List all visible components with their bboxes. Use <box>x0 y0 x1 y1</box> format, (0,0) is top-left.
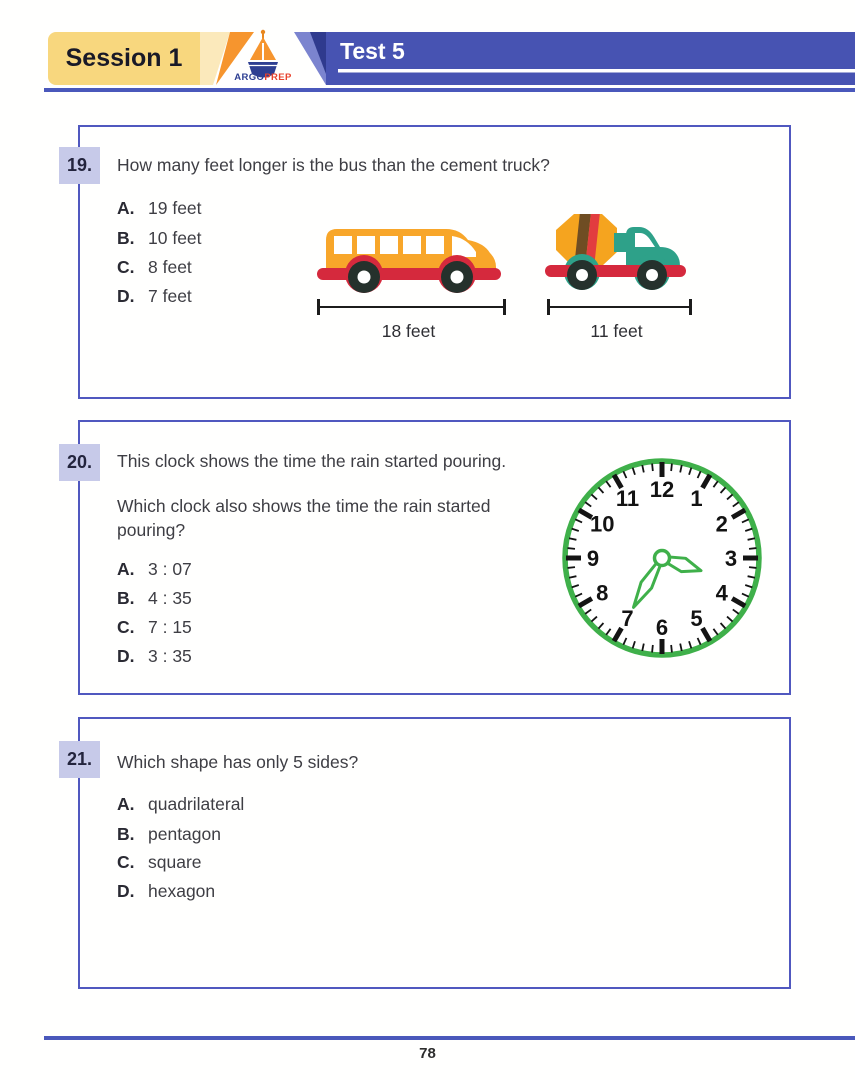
option-text: 4 : 35 <box>148 588 192 608</box>
option-text: 8 feet <box>148 257 192 277</box>
option-letter: C. <box>117 257 135 277</box>
svg-text:5: 5 <box>690 605 703 631</box>
option-letter: A. <box>117 559 135 579</box>
option-text: pentagon <box>148 824 221 844</box>
option-text: square <box>148 852 202 872</box>
question-21-option-b <box>117 824 221 844</box>
bus-window <box>403 236 421 254</box>
bus-measure-line <box>317 299 506 315</box>
option-letter: D. <box>117 646 135 666</box>
truck-wheel-hub <box>646 269 658 281</box>
option-letter: A. <box>117 794 135 814</box>
bus-window <box>357 236 375 254</box>
school-bus-icon <box>316 219 502 295</box>
svg-text:10: 10 <box>589 511 615 537</box>
bus-length-label: 18 feet <box>381 321 436 341</box>
svg-text:6: 6 <box>655 615 669 640</box>
option-text: 10 feet <box>148 228 202 248</box>
svg-text:2: 2 <box>715 511 728 537</box>
question-19-option-b <box>117 228 202 248</box>
bus-wheel-hub <box>358 271 371 284</box>
svg-text:7: 7 <box>621 605 634 631</box>
option-letter: D. <box>117 881 135 901</box>
truck-measure-line <box>547 299 692 315</box>
session-title: Session 1 <box>65 44 183 72</box>
svg-text:8: 8 <box>596 580 609 606</box>
bus-window <box>380 236 398 254</box>
option-letter: B. <box>117 824 135 844</box>
question-21-number: 21. <box>59 741 100 778</box>
option-text: 3 : 07 <box>148 559 192 579</box>
svg-text:1: 1 <box>690 486 703 512</box>
svg-text:3: 3 <box>724 546 738 571</box>
svg-text:9: 9 <box>586 546 600 571</box>
question-20-prompt-2: Which clock also shows the time the rain started pouring? <box>117 496 491 540</box>
svg-text:11: 11 <box>615 486 640 512</box>
mixer-chute <box>614 233 627 252</box>
logo-argo-text: ARGO <box>234 72 265 83</box>
cement-truck-icon <box>544 206 689 292</box>
test-banner-shape <box>326 32 855 85</box>
page-number: 78 <box>419 1045 436 1062</box>
test-banner-underline <box>338 69 855 73</box>
question-21-option-d <box>117 881 215 901</box>
question-20-option-d <box>117 646 192 666</box>
option-letter: B. <box>117 588 135 608</box>
question-20-option-a <box>117 559 192 579</box>
question-19-option-c <box>117 257 192 277</box>
test-title: Test 5 <box>340 38 405 64</box>
question-19-number: 19. <box>59 147 100 184</box>
bus-window <box>426 236 444 254</box>
option-text: 3 : 35 <box>148 646 192 666</box>
argoprep-logo-text <box>228 72 298 83</box>
footer-separator-line <box>44 1036 855 1040</box>
option-text: 19 feet <box>148 198 202 218</box>
svg-text:4: 4 <box>715 580 728 606</box>
bus-chassis <box>317 268 501 280</box>
question-21-option-c <box>117 852 202 872</box>
option-letter: C. <box>117 617 135 637</box>
option-text: quadrilateral <box>148 794 245 814</box>
option-letter: A. <box>117 198 135 218</box>
question-20-option-b <box>117 588 192 608</box>
option-text: 7 feet <box>148 286 192 306</box>
header-separator-line <box>44 88 855 92</box>
question-21-prompt: Which shape has only 5 sides? <box>117 752 359 772</box>
question-19-prompt: How many feet longer is the bus than the cement truck? <box>117 155 550 175</box>
question-19-option-d <box>117 286 192 306</box>
option-text: hexagon <box>148 881 216 901</box>
question-19-option-a <box>117 198 202 218</box>
option-letter: B. <box>117 228 135 248</box>
truck-length-label: 11 feet <box>590 321 643 341</box>
question-20-prompt-1: This clock shows the time the rain started pouring. <box>117 451 507 471</box>
svg-text:12: 12 <box>649 477 675 502</box>
bus-window <box>334 236 352 254</box>
bus-wheel-hub <box>451 271 464 284</box>
option-letter: C. <box>117 852 135 872</box>
logo-prep-text: PREP <box>264 72 292 83</box>
question-21-option-a <box>117 794 244 814</box>
option-text: 7 : 15 <box>148 617 192 637</box>
question-20-option-c <box>117 617 192 637</box>
argoprep-logo-icon <box>248 30 278 78</box>
clock-figure <box>557 453 767 663</box>
truck-wheel-hub <box>576 269 588 281</box>
question-20-number: 20. <box>59 444 100 481</box>
option-letter: D. <box>117 286 135 306</box>
